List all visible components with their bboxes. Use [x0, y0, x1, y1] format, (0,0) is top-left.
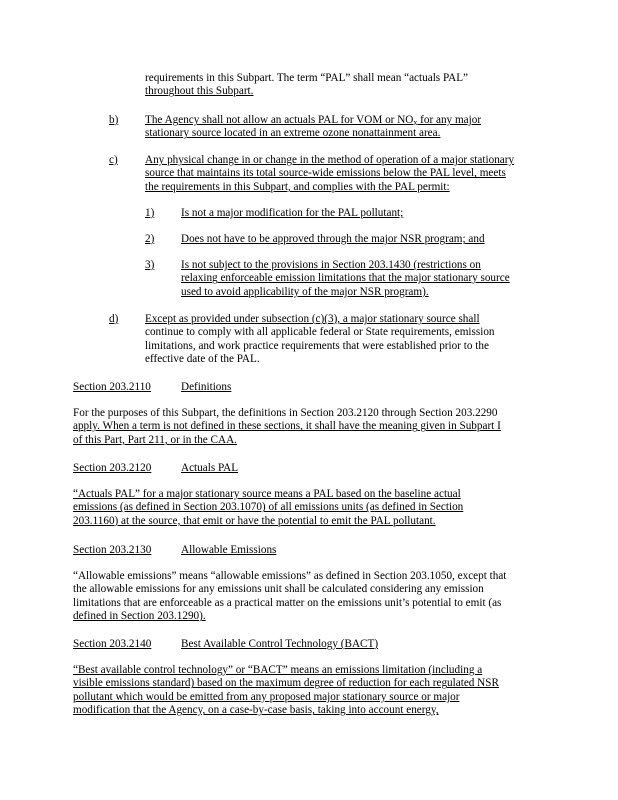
- item-b-text: [145, 114, 481, 141]
- section-2110-body: [73, 407, 501, 447]
- subitem-line: Does not have to be approved through the major NSR program; and: [181, 233, 485, 245]
- section-number: Section 203.2110: [73, 381, 151, 393]
- item-d-line: limitations, and work practice requirements that were established prior to the: [145, 339, 489, 352]
- item-b-line-1a: The Agency shall not allow an actuals PAL for VOM or NO: [145, 114, 414, 126]
- section-2130-body: [73, 570, 506, 624]
- section-2120-body: [73, 488, 463, 528]
- item-c-line: the requirements in this Subpart, and complies with the PAL permit:: [145, 180, 450, 193]
- item-b-label: b): [109, 114, 119, 126]
- section-line: limitations that are enforceable as a practical matter on the emissions unit’s potential to emit (as: [73, 596, 502, 609]
- item-b-line-1b: for any major: [417, 114, 482, 126]
- section-2140-body: [73, 664, 499, 718]
- intro-line-2: throughout this Subpart.: [145, 85, 254, 98]
- subitem-1-label: 1): [145, 207, 155, 219]
- section-line: “Actuals PAL” for a major stationary source means a PAL based on the baseline actual: [73, 488, 461, 500]
- section-line: of this Part, Part 211, or in the CAA.: [73, 433, 237, 446]
- intro-paragraph: [145, 72, 468, 99]
- item-d-line-1: Except as provided under subsection (c)(3), a major stationary source shall: [145, 313, 480, 325]
- subitem-2-label: 2): [145, 233, 155, 245]
- section-title: Actuals PAL: [181, 462, 239, 474]
- section-line: For the purposes of this Subpart, the definitions in Section 203.2120 through Section 203.2290: [73, 407, 498, 419]
- subitem-line: Is not subject to the provisions in Section 203.1430 (restrictions on: [181, 259, 481, 271]
- section-line: emissions (as defined in Section 203.1070) of all emissions units (as defined in Section: [73, 501, 464, 514]
- item-d-line: effective date of the PAL.: [145, 353, 260, 366]
- subitem-3-label: 3): [145, 259, 155, 271]
- section-title: Allowable Emissions: [181, 544, 277, 556]
- section-title: Best Available Control Technology (BACT): [181, 638, 379, 650]
- section-line: “Best available control technology” or “BACT” means an emissions limitation (including a: [73, 664, 483, 676]
- section-number: Section 203.2130: [73, 544, 152, 556]
- item-c-text: [145, 154, 514, 194]
- section-title: Definitions: [181, 381, 232, 393]
- subitem-1-text: [181, 207, 403, 220]
- section-line: “Allowable emissions” means “allowable emissions” as defined in Section 203.1050, except that: [73, 570, 507, 582]
- subitem-line: Is not a major modification for the PAL pollutant;: [181, 207, 404, 219]
- section-number: Section 203.2140: [73, 638, 152, 650]
- section-number: Section 203.2120: [73, 462, 152, 474]
- subitem-line: used to avoid applicability of the major NSR program).: [181, 285, 429, 298]
- section-line: 203.1160) at the source, that emit or have the potential to emit the PAL pollutant.: [73, 514, 436, 527]
- item-d-text: [145, 313, 495, 367]
- section-line: defined in Section 203.1290).: [73, 610, 206, 623]
- section-line: modification that the Agency, on a case-by-case basis, taking into account energy,: [73, 704, 439, 717]
- section-line: visible emissions standard) based on the maximum degree of reduction for each regulated NSR: [73, 677, 499, 690]
- item-b-line-2: stationary source located in an extreme ozone nonattainment area.: [145, 127, 441, 140]
- section-line: the allowable emissions for any emissions unit shall be calculated considering any emission: [73, 583, 484, 596]
- subitem-2-text: [181, 233, 485, 246]
- section-line: apply. When a term is not defined in these sections, it shall have the meaning given in Subpart I: [73, 420, 501, 433]
- subitem-line: relaxing enforceable emission limitations that the major stationary source: [181, 272, 510, 285]
- intro-line-1: requirements in this Subpart. The term “PAL” shall mean “actuals PAL”: [145, 72, 469, 84]
- item-c-label: c): [109, 154, 118, 166]
- item-c-line: Any physical change in or change in the method of operation of a major stationary: [145, 154, 515, 166]
- item-c-line: source that maintains its total source-wide emissions below the PAL level, meets: [145, 167, 506, 180]
- subitem-3-text: [181, 259, 510, 299]
- section-line: pollutant which would be emitted from any proposed major stationary source or major: [73, 690, 460, 703]
- item-d-line: continue to comply with all applicable federal or State requirements, emission: [145, 326, 495, 339]
- item-b-subscript: x: [413, 118, 418, 127]
- item-d-label: d): [109, 313, 119, 325]
